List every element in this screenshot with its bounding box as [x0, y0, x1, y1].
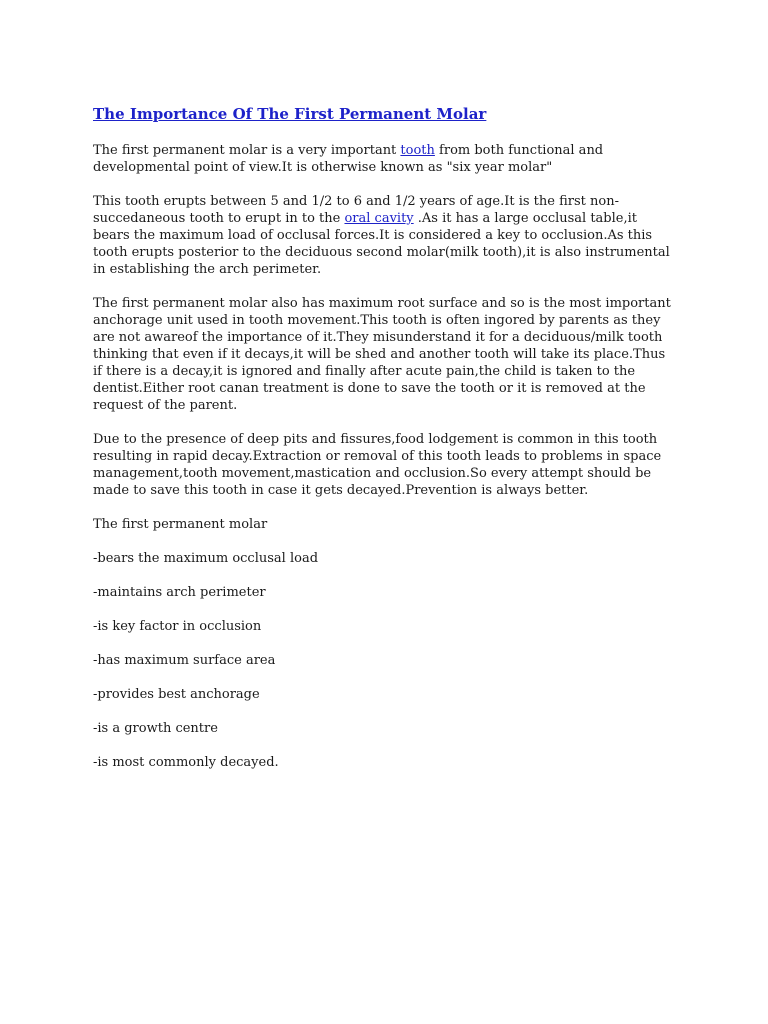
tooth-link[interactable]: tooth [400, 143, 435, 158]
paragraph-text: from both functional and developmental point of view.It is otherwise known as "six year molar" [93, 143, 604, 175]
list-item: -has maximum surface area [93, 653, 276, 668]
paragraph-text: .As it has a large occlusal table,it bears the maximum load of occlusal forces.It is considered a key to occlusion.As this tooth erupts posterior to the deciduous second molar(milk tooth),it is also instrumental in establishing the arch perimeter. [93, 211, 670, 277]
article-title[interactable]: The Importance Of The First Permanent Molar [93, 105, 487, 123]
paragraph-decay: Due to the presence of deep pits and fissures,food lodgement is common in this tooth resulting in rapid decay.Extraction or removal of this tooth leads to problems in space management,tooth movement,mastication and occlusion.So every attempt should be made to save this tooth in case it gets decayed.Prevention is always better. [93, 432, 662, 498]
paragraph-text: This tooth erupts between 5 and 1/2 to 6 and 1/2 years of age.It is the first non-succedaneous tooth to erupt in to the [93, 194, 619, 226]
list-item: -bears the maximum occlusal load [93, 551, 319, 566]
list-item: -is a growth centre [93, 721, 218, 736]
list-item: -is most commonly decayed. [93, 755, 279, 770]
article-body [93, 104, 673, 788]
paragraph-text: The first permanent molar is a very important [93, 143, 401, 158]
paragraph-eruption [93, 193, 673, 278]
list-item: -maintains arch perimeter [93, 585, 266, 600]
list-item: -provides best anchorage [93, 687, 260, 702]
list-intro: The first permanent molar [93, 517, 268, 532]
paragraph-anchorage: The first permanent molar also has maximum root surface and so is the most important anchorage unit used in tooth movement.This tooth is often ingored by parents as they are not awareof the importance of it.They misunderstand it for a deciduous/milk tooth thinking that even if it decays,it will be shed and another tooth will take its place.Thus if there is a decay,it is ignored and finally after acute pain,the child is taken to the dentist.Either root canan treatment is done to save the tooth or it is removed at the request of the parent. [93, 296, 671, 413]
list-item: -is key factor in occlusion [93, 619, 262, 634]
paragraph-intro [93, 142, 673, 176]
oral-cavity-link[interactable]: oral cavity [344, 211, 414, 226]
